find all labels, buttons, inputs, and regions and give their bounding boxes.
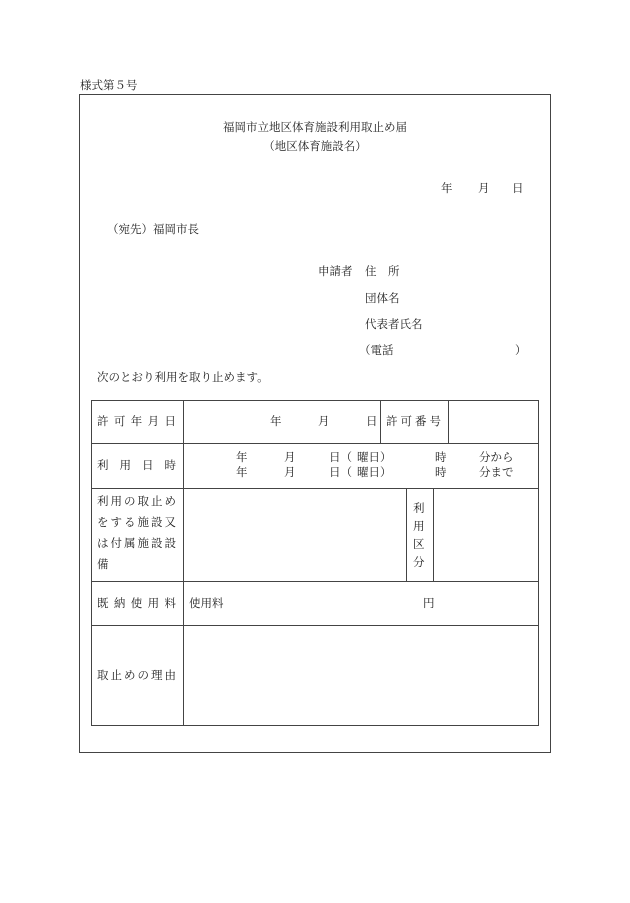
permit-date-year: 年	[270, 414, 282, 428]
applicant-representative-label: 代表者氏名	[365, 317, 423, 331]
form-number: 様式第５号	[80, 78, 138, 92]
reason-label: 取止めの理由	[97, 668, 176, 682]
fee-amount-field[interactable]	[230, 584, 420, 622]
usage-category-field[interactable]	[436, 490, 536, 579]
fee-prefix: 使用料	[189, 596, 224, 610]
usage-from-hour: 時	[435, 450, 447, 464]
usage-to-year: 年	[236, 465, 248, 479]
facility-field[interactable]	[186, 490, 404, 579]
permit-number-field[interactable]	[450, 402, 536, 441]
usage-from-weekday: 曜日）	[357, 450, 392, 464]
applicant-phone-close: ）	[515, 343, 527, 357]
usage-from-year: 年	[236, 450, 248, 464]
usage-to-day: 日（	[329, 465, 352, 479]
usage-datetime-label: 利用日時	[97, 458, 176, 472]
date-day: 日	[512, 181, 524, 195]
applicant-group-label: 団体名	[365, 291, 400, 305]
addressee: （宛先）福岡市長	[107, 222, 199, 236]
date-month: 月	[478, 181, 490, 195]
usage-to-minute: 分まで	[479, 465, 514, 479]
usage-from-month: 月	[284, 450, 296, 464]
permit-date-month: 月	[318, 414, 330, 428]
usage-from-minute: 分から	[479, 450, 514, 464]
applicant-address-label: 住 所	[365, 264, 400, 278]
applicant-label: 申請者	[318, 264, 353, 278]
permit-date-field[interactable]	[186, 402, 378, 441]
permit-date-day: 日	[366, 414, 378, 428]
usage-to-weekday: 曜日）	[357, 465, 392, 479]
intro-text: 次のとおり利用を取り止めます。	[97, 370, 269, 384]
reason-field[interactable]	[186, 628, 536, 723]
usage-from-day: 日（	[329, 450, 352, 464]
facility-name-line: （地区体育施設名）	[263, 139, 367, 153]
date-year: 年	[441, 181, 453, 195]
form-title: 福岡市立地区体育施設利用取止め届	[223, 120, 407, 134]
applicant-phone-open: （電話	[359, 343, 394, 357]
fee-unit: 円	[423, 596, 435, 610]
permit-number-label: 許可番号	[386, 414, 441, 428]
usage-to-month: 月	[284, 465, 296, 479]
fee-label: 既納使用料	[97, 596, 176, 610]
usage-to-hour: 時	[435, 465, 447, 479]
permit-date-label: 許可年月日	[97, 414, 176, 428]
